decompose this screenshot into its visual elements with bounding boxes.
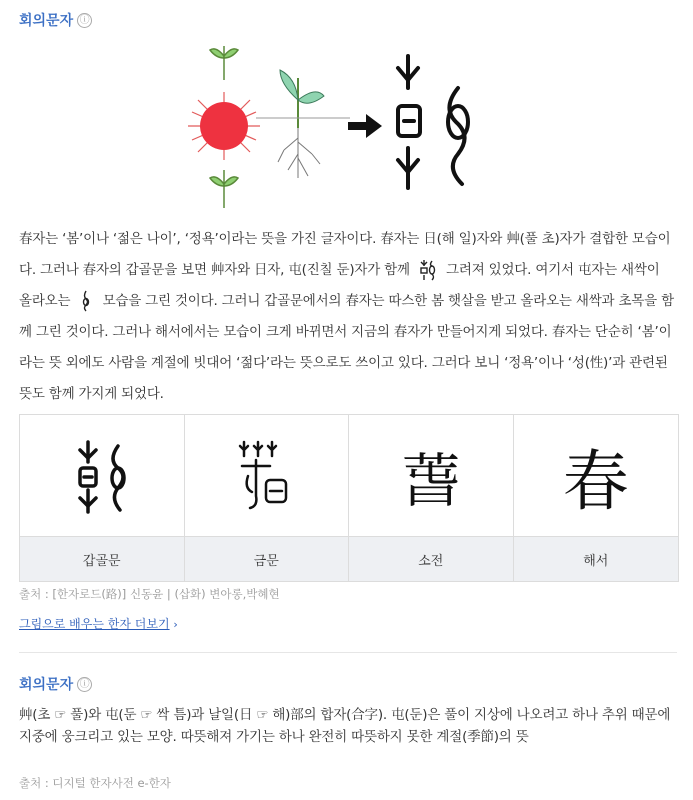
oracle-bone-glyph-icon <box>72 436 132 516</box>
source-text-2: 출처 : 디지털 한자사전 e-한자 <box>19 776 171 790</box>
seal-glyph: 萅 <box>401 446 460 515</box>
section-title <box>19 10 92 30</box>
script-cell-oracle <box>20 415 185 581</box>
etymology-paragraph: 艸(초 ☞ 풀)와 屯(둔 ☞ 싹 틈)과 날일(日 ☞ 해)部의 합자(合字). 屯(둔)은 풀이 지상에 나오려고 하나 추위 때문에 지중에 웅크리고 있는 모양. 따뜻해져 가기는 하나 완전히 따뜻하지 못한 계절(季節)의 뜻 <box>19 707 671 745</box>
script-label: 해서 <box>514 537 679 581</box>
script-cell-bronze <box>185 415 350 581</box>
script-cell-regular <box>514 415 679 581</box>
section-title-text-2: 회의문자 <box>19 677 74 693</box>
sun-icon <box>200 102 248 150</box>
sprout-small-glyph-icon <box>80 290 92 312</box>
section-title-text: 회의문자 <box>19 13 74 29</box>
script-label: 금문 <box>185 537 349 581</box>
seedling-icon <box>256 70 350 178</box>
oracle-small-glyph-icon <box>420 259 436 281</box>
source-text: 출처 : [한자로드(路)] 신동윤 | (삽화) 변아롱,박혜현 <box>19 587 280 601</box>
script-label: 갑골문 <box>20 537 184 581</box>
section-divider <box>19 652 677 653</box>
bronze-glyph-icon <box>236 436 296 516</box>
hero-illustration <box>180 38 500 213</box>
more-link-text[interactable]: 그림으로 배우는 한자 더보기 <box>19 617 170 631</box>
more-link[interactable] <box>19 615 178 632</box>
chevron-right-icon: › <box>173 618 178 631</box>
sprout-top-icon <box>210 46 238 80</box>
paragraph-part-c: 모습을 그린 것이다. 그러니 갑골문에서의 春자는 따스한 봄 햇살을 받고 올라오는 새싹과 초목을 함께 그린 것이다. 그러나 해서에서는 모습이 크게 바뀌면서 지금의 春자가 만들어지게 되었다. 春자는 단순히 ‘봄’이라는 뜻 외에도 사람을 계절에 빗대어 ‘젊다’라는 뜻으로도 쓰이고 있다. 그러다 보니 ‘정욕’이나 ‘성(性)’과 관련된 뜻도 함께 가지게 되었다. <box>19 293 674 402</box>
section-title-2 <box>19 674 92 694</box>
oracle-glyph-icon <box>398 56 468 188</box>
script-label: 소전 <box>349 537 513 581</box>
arrow-right-icon <box>348 114 382 138</box>
script-evolution-table <box>19 414 679 582</box>
info-icon[interactable]: ⓘ <box>77 677 92 692</box>
description-paragraph <box>19 224 675 410</box>
paragraph-part-a: 春자는 ‘봄’이나 ‘젊은 나이’, ‘정욕’이라는 뜻을 가진 글자이다. 春자는 日(해 일)자와 艸(풀 초)자가 결합한 모습이다. 그러나 春자의 갑골문을 보면 艸자와 日자, 屯(진칠 둔)자가 함께 <box>19 231 671 278</box>
script-cell-seal <box>349 415 514 581</box>
paragraph-part-b: 그려져 있었다. 여기서 屯자는 새싹이 올라오는 <box>19 262 660 309</box>
info-icon[interactable]: ⓘ <box>77 13 92 28</box>
regular-glyph: 春 <box>562 443 629 520</box>
sprout-bottom-icon <box>210 170 238 208</box>
